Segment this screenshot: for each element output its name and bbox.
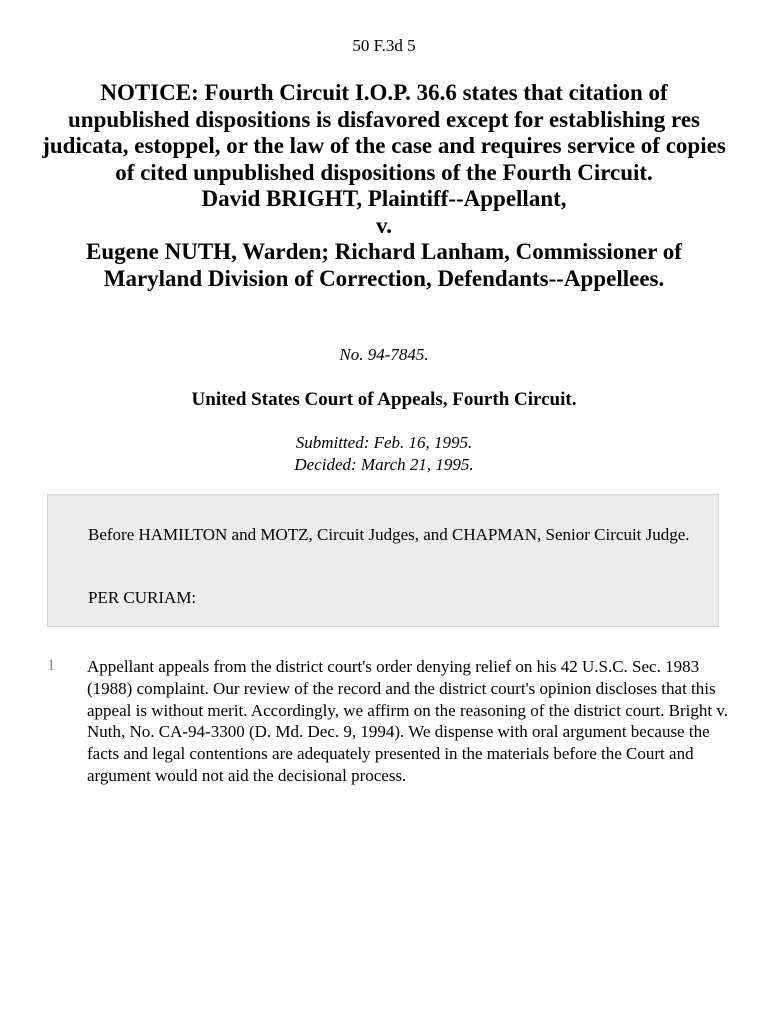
per-curiam-label: PER CURIAM:: [88, 588, 197, 607]
court-name: United States Court of Appeals, Fourth Circuit.: [191, 389, 577, 410]
judges-text: Before HAMILTON and MOTZ, Circuit Judges, and CHAPMAN, Senior Circuit Judge.: [88, 525, 690, 544]
submitted-date: Submitted: Feb. 16, 1995.: [295, 433, 473, 452]
paragraph-number: 1: [47, 657, 55, 674]
defendants-names: Eugene NUTH, Warden; Richard Lanham, Commissioner of Maryland Division of Correction, Defendants--Appellees.: [86, 239, 682, 291]
notice-text: NOTICE: Fourth Circuit I.O.P. 36.6 states that citation of unpublished dispositions is disfavored except for establishing res judicata, estoppel, or the law of the case and requires service of copies of cited unpublished dispositions of the Fourth Circuit.: [42, 80, 726, 185]
judges-panel: [47, 494, 719, 627]
decided-date: Decided: March 21, 1995.: [294, 455, 474, 474]
reporter-citation: 50 F.3d 5: [352, 36, 416, 55]
versus-text: v.: [376, 212, 392, 238]
case-heading: [40, 80, 728, 292]
plaintiff-name: David BRIGHT, Plaintiff--Appellant,: [201, 186, 567, 211]
opinion-paragraph: Appellant appeals from the district court's order denying relief on his 42 U.S.C. Sec. 1983 (1988) complaint. Our review of the record and the district court's opinion discloses that this appeal is without merit. Accordingly, we affirm on the reasoning of the district court. Bright v. Nuth, No. CA-94-3300 (D. Md. Dec. 9, 1994). We dispense with oral argument because the facts and legal contentions are adequately presented in the materials before the Court and argument would not aid the decisional process.: [87, 657, 728, 785]
docket-number: No. 94-7845.: [339, 345, 429, 364]
case-dates: [0, 432, 768, 476]
